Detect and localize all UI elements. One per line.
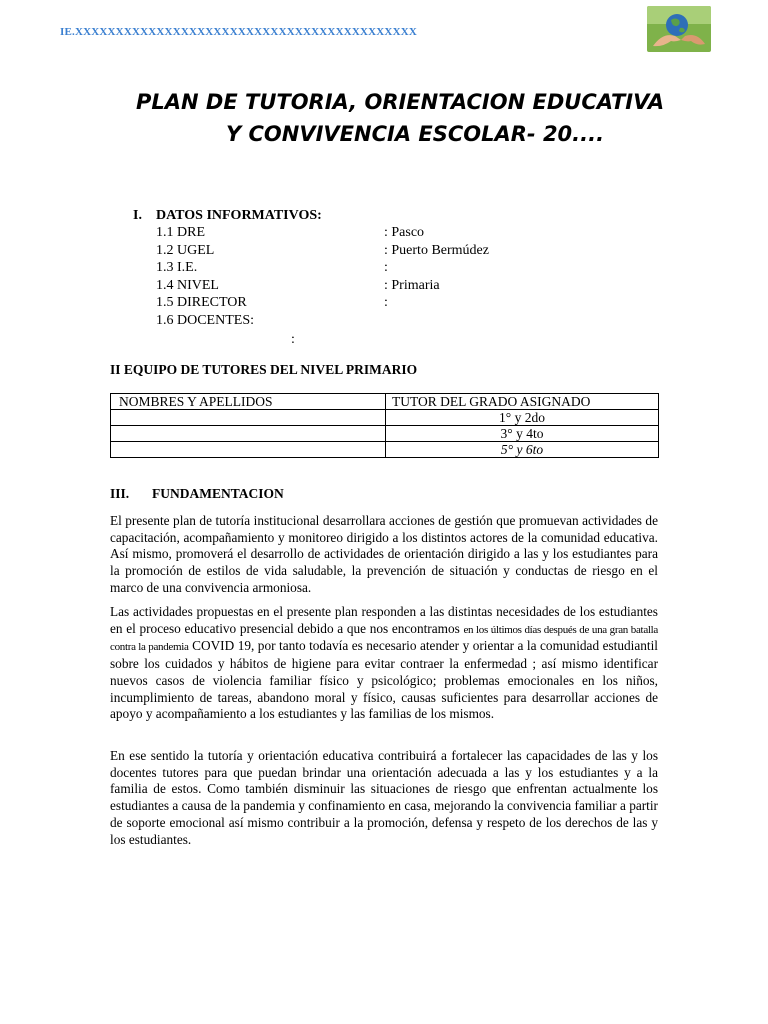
- info-label: 1.2 UGEL: [156, 242, 215, 258]
- section-number: III.: [110, 486, 130, 501]
- docentes-colon: :: [291, 332, 295, 347]
- tutor-name-cell: [111, 442, 386, 458]
- tutor-name-cell: [111, 410, 386, 426]
- paragraph-2-part-b: en los últimos días después de una gran batalla contra la pandemia: [110, 623, 658, 654]
- institution-header: IE.XXXXXXXXXXXXXXXXXXXXXXXXXXXXXXXXXXXXXXXXXX: [60, 26, 418, 38]
- tutors-section-heading: II EQUIPO DE TUTORES DEL NIVEL PRIMARIO: [110, 362, 418, 377]
- grade-cell: 3° y 4to: [386, 426, 659, 442]
- tutor-name-cell: [111, 426, 386, 442]
- info-label: 1.6 DOCENTES:: [156, 312, 254, 328]
- paragraph-2-part-a: Las actividades propuestas en el presente plan responden a las distintas necesidades de los estudiantes en el proceso educativo presencial debido a que nos encontramos: [110, 604, 658, 636]
- fundamentacion-heading: [110, 486, 284, 502]
- table-header-row: [111, 394, 659, 410]
- info-value: :: [384, 295, 388, 310]
- paragraph-1: El presente plan de tutoría institucional desarrollara acciones de gestión que promuevan actividades de capacitación, acompañamiento y monitoreo dirigido a los distintos actores de la comunidad educativa. Así mismo, promoverá el desarrollo de actividades de orientación dirigido a las y los estudiantes para la promoción de estilos de vida saludable, la prevención de situación y conductas de riesgo en el marco de una convivencia armoniosa.: [110, 513, 658, 595]
- column-header: NOMBRES Y APELLIDOS: [111, 394, 386, 410]
- info-row-ugel: [156, 243, 656, 261]
- info-row-dre: [156, 225, 656, 243]
- section-title: FUNDAMENTACION: [152, 486, 284, 501]
- info-value: : Puerto Bermúdez: [384, 242, 489, 258]
- table-row: [111, 410, 659, 426]
- paragraph-3: En ese sentido la tutoría y orientación educativa contribuirá a fortalecer las capacidades de las y los docentes tutores para que puedan brindar una orientación adecuada a las y los estudiantes y a la familia de estos. Como también disminuir las situaciones de riesgo que enfrentan actualmente los estudiantes a causa de la pandemia y confinamiento en casa, mejorando la convivencia familiar a partir de soporte emocional así mismo contribuir a la promoción, defensa y respeto de los derechos de las y los estudiantes.: [110, 748, 658, 847]
- table-row: [111, 426, 659, 442]
- info-label: 1.3 I.E.: [156, 260, 198, 275]
- info-value: : Pasco: [384, 225, 425, 240]
- column-header: TUTOR DEL GRADO ASIGNADO: [386, 394, 659, 410]
- info-label: 1.1 DRE: [156, 225, 205, 240]
- info-value: :: [384, 260, 388, 275]
- title-line-1: PLAN DE TUTORIA, ORIENTACION EDUCATIVA: [136, 90, 665, 114]
- info-label: 1.4 NIVEL: [156, 277, 219, 293]
- info-row-director: [156, 295, 656, 313]
- section-heading: [133, 208, 322, 224]
- section-number: I.: [133, 208, 142, 223]
- paragraph-2: [110, 604, 658, 723]
- info-row-docentes: [156, 313, 656, 331]
- hands-holding-globe-icon: [647, 6, 711, 52]
- section-title: DATOS INFORMATIVOS:: [156, 208, 322, 223]
- table-row: [111, 442, 659, 458]
- paragraph-2-part-c: COVID 19, por tanto todavía es necesario atender y orientar a la comunidad estudiantil sobre los cuidados y hábitos de higiene para evitar contraer la enfermedad ; así mismo identificar nuevos casos de violencia familiar físico y psicológico; problemas emocionales en los niños, incumplimiento de tareas, abandono moral y físico, causas suficientes para desarrollar acciones de apoyo y acompañamiento a los estudiantes y las familias de los mismos.: [110, 638, 658, 722]
- datos-informativos-section: [133, 208, 489, 328]
- grade-cell: 5° y 6to: [386, 442, 659, 458]
- info-row-nivel: [156, 278, 656, 296]
- info-list: [156, 225, 656, 330]
- info-label: 1.5 DIRECTOR: [156, 295, 247, 310]
- tutors-table: [110, 393, 659, 458]
- info-row-ie: [156, 260, 656, 278]
- grade-cell: 1° y 2do: [386, 410, 659, 426]
- info-value: : Primaria: [384, 277, 440, 293]
- title-line-2: Y CONVIVENCIA ESCOLAR- 20....: [226, 122, 605, 146]
